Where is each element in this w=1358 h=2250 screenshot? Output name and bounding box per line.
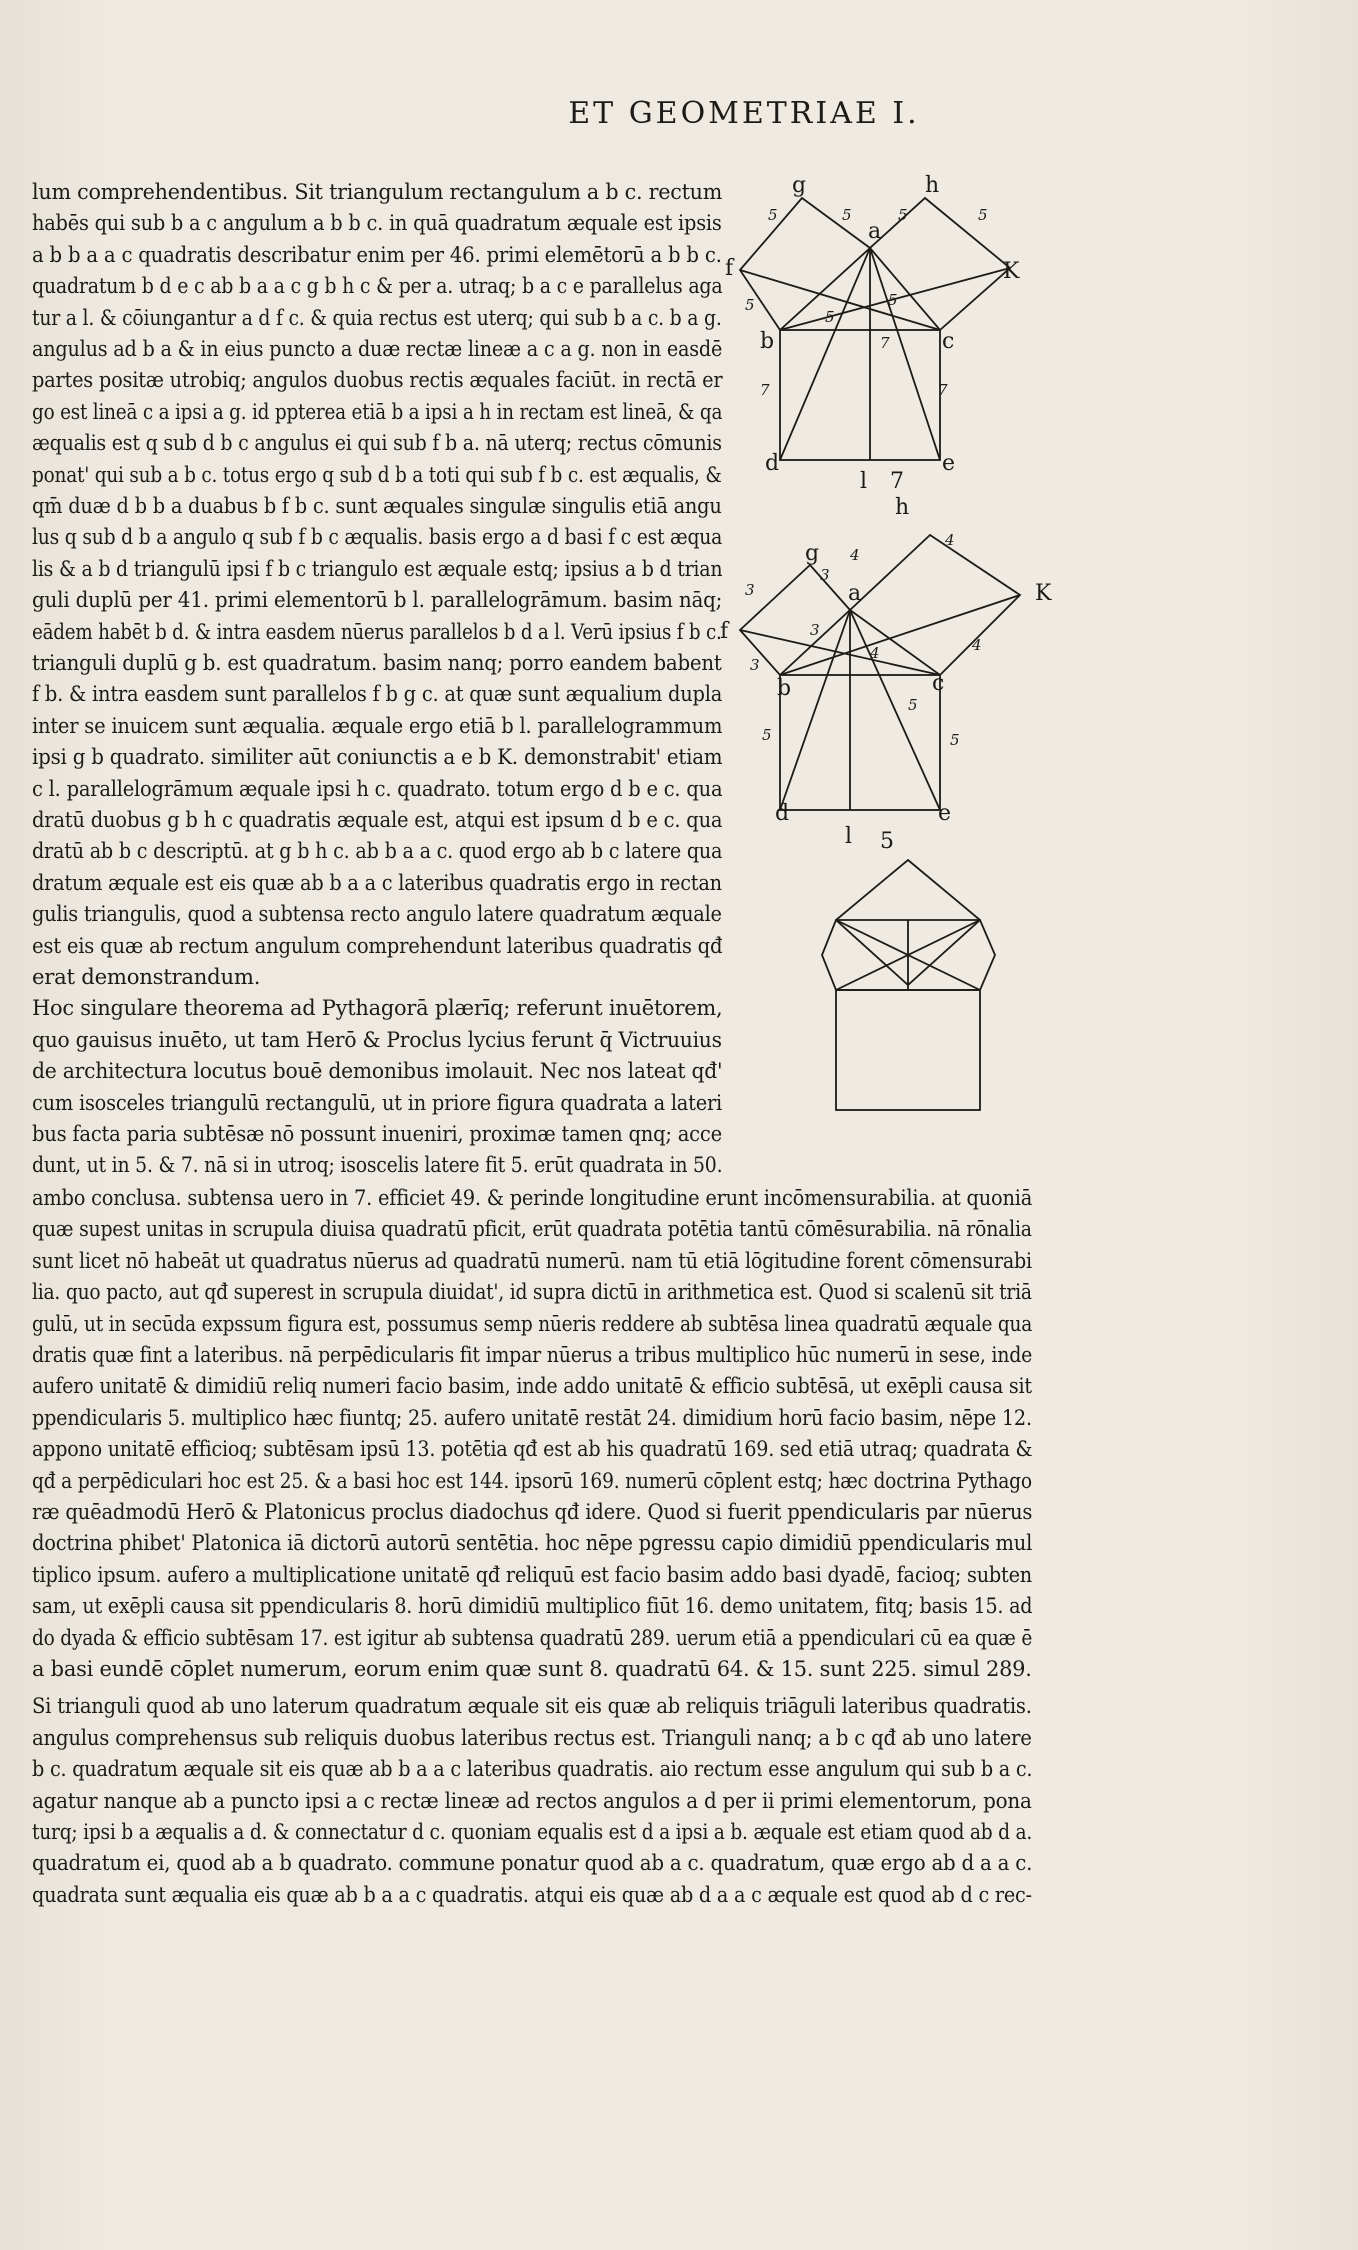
fig2-label-l: l [845,824,853,849]
figure-3-svg [810,830,1040,1130]
text-line: a b b a a c quadratis describatur enim per 46. primi elemētorū a b b c. [32,241,722,267]
text-line: tiplico ipsum. aufero a multiplicatione unitatē qđ reliquū est facio basim addo basi dyadē, facioq; subten [32,1561,1032,1587]
fig1-num-5b: 5 [842,206,852,224]
text-line: quadratum b d e c ab b a a c g b h c & per a. utraq; b a c e parallelus aga [32,273,723,299]
text-line: lia. quo pacto, aut qđ superest in scrupula diuidat', id supra dictū in arithmetica est. Quod si scalenū sit triā [32,1279,1032,1305]
proposition-start-line: Si trianguli quod ab uno laterum quadratum æquale sit eis quæ ab reliquis triāguli lateribus quadratis. [32,1693,1032,1719]
text-line: dratū ab b c descriptū. at g b h c. ab b a a c. quod ergo ab b c latere qua [32,838,723,864]
fig2-num-5b: 5 [908,696,918,714]
text-line: qm̄ duæ d b b a duabus b f b c. sunt æquales singulæ singulis etiā angu [32,493,722,518]
text-line: c l. parallelogrāmum æquale ipsi h c. quadrato. totum ergo d b e c. qua [32,775,723,801]
text-line: ipsi g b quadrato. similiter aūt coniunctis a e b K. demonstrabit' etiam [32,744,723,770]
text-line: agatur nanque ab a puncto ipsi a c rectæ lineæ ad rectos angulos a d per ii primi elementorum, pona [32,1787,1032,1813]
text-line: go est lineā c a ipsi a g. id ppterea etiā b a ipsi a h in rectam est lineā, & qa [32,398,723,424]
running-header [0,96,1358,131]
fig1-label-g: g [792,173,807,198]
figure-isosceles [810,830,1040,1134]
fig2-num-3d: 3 [750,656,760,674]
figure-pythagoras-2 [720,495,1052,849]
fig2-num-3b: 3 [820,566,830,584]
fig2-label-g: g [805,541,820,566]
text-line: partes positæ utrobiq; angulos duobus rectis æquales faciūt. in rectā er [32,367,723,393]
figure-pythagoras-1 [720,170,1040,494]
fig2-label-f: f [720,619,729,644]
fig2-num-5c: 5 [950,731,960,749]
fig2-num-4c: 4 [870,644,880,662]
text-line: dratis quæ fint a lateribus. nā perpēdicularis fit impar nūerus a tribus multiplico hūc numerū in sese, inde [32,1342,1033,1367]
fig1-label-k: K [1003,259,1020,284]
fig2-num-4b: 4 [945,531,955,549]
text-line: f b. & intra easdem sunt parallelos f b g c. at quæ sunt æqualium dupla [32,681,723,707]
text-line: dunt, ut in 5. & 7. nā si in utroq; isoscelis latere fit 5. erūt quadrata in 50. [32,1152,723,1178]
text-line: trianguli duplū g b. est quadratum. basim nanq; porro eandem babent [32,650,722,675]
text-line: gulis triangulis, quod a subtensa recto angulo latere quadratum æquale [32,901,722,927]
text-line: lum comprehendentibus. Sit triangulum rectangulum a b c. rectum [32,179,723,204]
fig2-num-3c: 3 [810,621,820,639]
text-line: ppendicularis 5. multiplico hæc fiuntq; 25. aufero unitatē restāt 24. dimidium horū facio basim, nēpe 12. [32,1404,1032,1430]
header-title: ET GEOMETRIAE I. [568,96,920,131]
fig1-num-5c: 5 [898,206,908,224]
text-line: b c. quadratum æquale sit eis quæ ab b a a c lateribus quadratis. aio rectum esse angulum qui sub b a c. [32,1756,1033,1782]
fig1-num-5g: 5 [825,308,835,326]
fig3-lower-square [836,990,980,1110]
fig2-label-e: e [938,801,952,826]
text-line: doctrina phibet' Platonica iā dictorū autorū sentētia. hoc nēpe pgressu capio dimidiū ppendicularis mul [32,1530,1033,1556]
text-line: turq; ipsi b a æqualis a d. & connectatur d c. quoniam equalis est d a ipsi a b. æquale est etiam quod ab d a. [32,1819,1033,1844]
fig1-num-5d: 5 [978,206,988,224]
text-line: habēs qui sub b a c angulum a b b c. in quā quadratum æquale est ipsis [32,210,722,236]
fig2-num-3a: 3 [745,581,755,599]
text-line: lus q sub d b a angulo q sub f b c æqualis. basis ergo a d basi f c est æqua [32,524,723,550]
text-line: cum isosceles triangulū rectangulū, ut in priore figura quadrata a lateri [32,1089,722,1115]
text-line: de architectura locutus bouē demonibus imolauit. Nec nos lateat qđ' [32,1058,723,1084]
text-line: tur a l. & cōiungantur a d f c. & quia rectus est uterq; qui sub b a c. b a g. [32,304,722,330]
text-line: gulū, ut in secūda expssum figura est, possumus semp nūeris reddere ab subtēsa linea quadratū æquale qua [32,1310,1033,1336]
text-line: guli duplū per 41. primi elementorū b l. parallelogrāmum. basim nāq; [32,587,723,613]
fig1-label-e: e [942,451,956,476]
fig1-label-a: a [868,219,882,244]
text-line: quæ supest unitas in scrupula diuisa quadratū pficit, erūt quadrata potētia tantū cōmēsurabilia. nā rōnalia [32,1216,1032,1242]
fig2-label-a: a [848,581,862,606]
fig2-num-4a: 4 [850,546,860,564]
text-line: lis & a b d triangulū ipsi f b c triangulo est æquale estq; ipsius a b d trian [32,555,723,581]
fig2-num-5a: 5 [762,726,772,744]
text-line: sam, ut exēpli causa sit ppendicularis 8. horū dimidiū multiplico fiūt 16. demo unitatem, fitq; basis 15. ad [32,1593,1033,1619]
figure-2-svg [720,495,1052,849]
text-line: appono unitatē efficioq; subtēsam ipsū 13. potētia qđ est ab his quadratū 169. sed etiā utraq; quadrata & [32,1436,1033,1462]
text-line: sunt licet nō habeāt ut quadratus nūerus ad quadratū numerū. nam tū etiā lōgitudine forent cōmensurabi [32,1247,1032,1273]
text-line: eādem habēt b d. & intra easdem nūerus parallelos b d a l. Verū ipsius f b c. [32,618,722,644]
fig2-label-d: d [775,801,790,826]
figure-1-svg [720,170,1040,494]
text-line: angulus comprehensus sub reliquis duobus lateribus rectus est. Trianguli nanq; a b c qđ ab uno latere [32,1724,1032,1750]
fig1-num-5a: 5 [768,206,778,224]
fig1-label-d: d [765,451,780,476]
text-line: aufero unitatē & dimidiū reliq numeri facio basim, inde addo unitatē & efficio subtēsā, ut exēpli causa sit [32,1373,1032,1399]
fig1-num-7a: 7 [760,381,770,399]
text-line: dratū duobus g b h c quadratis æquale est, atqui est ipsum d b e c. qua [32,807,723,832]
fig1-label-c: c [942,329,955,354]
fig2-label-h: h [895,495,910,520]
text-line: quadratum ei, quod ab a b quadrato. commune ponatur quod ab a c. quadratum, quæ ergo ab d a a c. [32,1850,1033,1876]
fig1-num-7b: 7 [938,381,948,399]
text-line: quo gauisus inuēto, ut tam Herō & Proclus lycius ferunt q̄ Victruuius [32,1026,722,1052]
text-line: bus facta paria subtēsæ nō possunt inueniri, proximæ tamen qnq; acce [32,1121,722,1146]
text-line: quadrata sunt æqualia eis quæ ab b a a c quadratis. atqui eis quæ ab d a a c æquale est quod ab d c rec- [32,1881,1032,1907]
fig1-num-7c: 7 [880,334,890,352]
fig1-label-h: h [925,173,940,198]
fig1-label-l: l [860,469,868,494]
text-line: inter se inuicem sunt æqualia. æquale ergo etiā b l. parallelogrammum [32,712,723,738]
fig2-num-4d: 4 [972,636,982,654]
fig3-num-5: 5 [880,829,894,854]
text-line: dratum æquale est eis quæ ab b a a c lateribus quadratis ergo in rectan [32,869,722,895]
fig1-label-7: 7 [890,469,904,494]
hypotenuse-square [780,330,940,460]
fig1-num-5f: 5 [888,291,898,309]
fig2-label-k: K [1035,581,1052,606]
text-line: do dyada & efficio subtēsam 17. est igitur ab subtensa quadratū 289. uerum etiā a ppendiculari cū ea quæ ē [32,1624,1033,1650]
text-line: ponat' qui sub a b c. totus ergo q sub d b a toti qui sub f b c. est æqualis, & [32,461,722,487]
text-line: est eis quæ ab rectum angulum comprehendunt lateribus quadratis qđ [32,932,723,958]
text-line: Hoc singulare theorema ad Pythagorā plærīq; referunt inuētorem, [32,995,723,1021]
text-line: ræ quēadmodū Herō & Platonicus proclus diadochus qđ idere. Quod si fuerit ppendicularis par nūerus [32,1499,1033,1524]
fig1-label-f: f [725,256,734,281]
text-line: æqualis est q sub d b c angulus ei qui sub f b a. nā uterq; rectus cōmunis [32,430,722,456]
fig2-label-b: b [777,676,792,701]
fig1-label-b: b [760,329,775,354]
fig2-label-c: c [932,671,945,696]
text-line: erat demonstrandum. [32,964,261,989]
text-line: angulus ad b a & in eius puncto a duæ rectæ lineæ a c a g. non in easdē [32,336,723,361]
text-line: ambo conclusa. subtensa uero in 7. efficiet 49. & perinde longitudine erunt incōmensurabilia. at quoniā [32,1185,1033,1210]
fig1-num-5e: 5 [745,296,755,314]
text-line: a basi eundē cōplet numerum, eorum enim quæ sunt 8. quadratū 64. & 15. sunt 225. simul 289. [32,1656,1032,1681]
text-line: qđ a perpēdiculari hoc est 25. & a basi hoc est 144. ipsorū 169. numerū cōplent estq; hæc doctrina Pythago [32,1467,1032,1493]
